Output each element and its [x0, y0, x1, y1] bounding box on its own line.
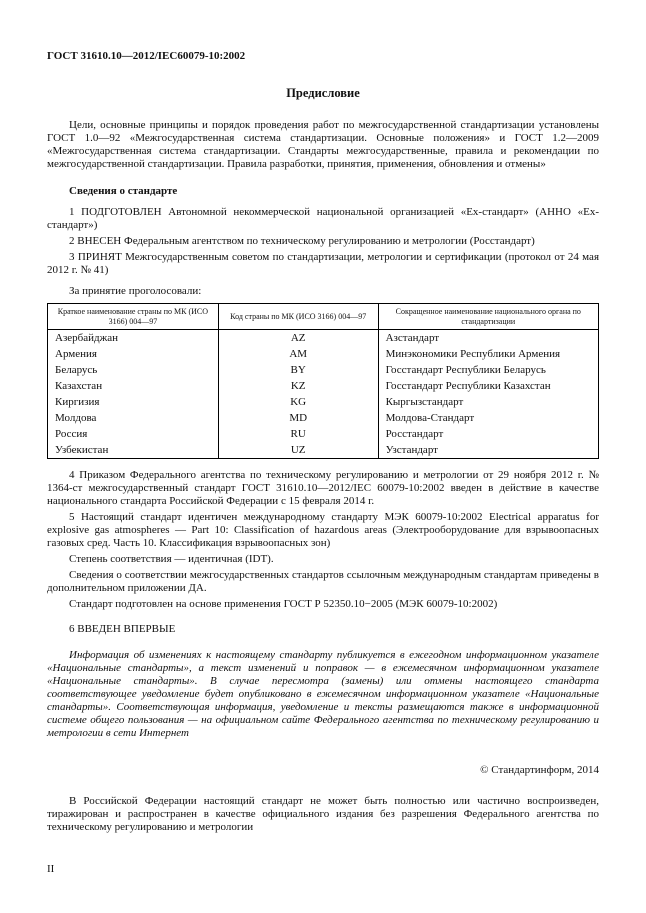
cell-code: RU	[218, 426, 378, 442]
table-row	[48, 426, 599, 442]
cell-country: Казахстан	[48, 378, 219, 394]
vote-table	[47, 303, 599, 459]
table-row	[48, 442, 599, 459]
cell-code: BY	[218, 362, 378, 378]
submitted-item: 2 ВНЕСЕН Федеральным агентством по техническому регулированию и метрологии (Росстандарт)	[69, 235, 535, 247]
cell-org: Росстандарт	[378, 426, 598, 442]
cell-country: Россия	[48, 426, 219, 442]
table-row	[48, 362, 599, 378]
table-header-code: Код страны по МК (ИСО 3166) 004—97	[218, 304, 378, 330]
cell-country: Армения	[48, 346, 219, 362]
cell-org: Молдова-Стандарт	[378, 410, 598, 426]
cell-country: Азербайджан	[48, 330, 219, 347]
cell-org: Узстандарт	[378, 442, 598, 459]
table-header-country: Краткое наименование страны по МК (ИСО 3166) 004—97	[48, 304, 219, 330]
table-row	[48, 410, 599, 426]
basis-note: Стандарт подготовлен на основе применения ГОСТ Р 52350.10−2005 (МЭК 60079-10:2002)	[69, 598, 498, 610]
adopted-item: 3 ПРИНЯТ Межгосударственным советом по стандартизации, метрологии и сертификации (протокол от 24 мая 2012 г. № 41)	[47, 251, 599, 276]
vote-label: За принятие проголосовали:	[69, 285, 202, 297]
references-note: Сведения о соответствии межгосударственных стандартов ссылочным международным стандартам приведены в дополнительном приложении ДА.	[47, 569, 599, 594]
cell-org: Минэкономики Республики Армения	[378, 346, 598, 362]
conformity-note: Степень соответствия — идентичная (IDT).	[69, 553, 274, 565]
doc-number: ГОСТ 31610.10—2012/IEC60079-10:2002	[47, 50, 246, 62]
cell-code: AZ	[218, 330, 378, 347]
cell-country: Беларусь	[48, 362, 219, 378]
cell-country: Узбекистан	[48, 442, 219, 459]
cell-code: AM	[218, 346, 378, 362]
table-row	[48, 394, 599, 410]
reproduction-notice: В Российской Федерации настоящий стандарт не может быть полностью или частично воспроизведен, тиражирован и распространен в качестве официального издания без разрешения Федерального агентства по техническому регулированию и метрологии	[47, 795, 599, 833]
page-title: Предисловие	[286, 86, 360, 100]
cell-org: Госстандарт Республики Казахстан	[378, 378, 598, 394]
cell-country: Киргизия	[48, 394, 219, 410]
table-row	[48, 378, 599, 394]
table-row	[48, 346, 599, 362]
order-item: 4 Приказом Федерального агентства по техническому регулированию и метрологии от 29 ноября 2012 г. № 1364-ст межгосударственный стандарт ГОСТ 31610.10—2012/IEC 60079-10:2002 введен в действие в качестве национального стандарта Российской Федерации с 15 февраля 2014 г.	[47, 469, 599, 507]
vote-table-header	[48, 304, 599, 330]
cell-org: Кыргызстандарт	[378, 394, 598, 410]
cell-country: Молдова	[48, 410, 219, 426]
intro-paragraph: Цели, основные принципы и порядок проведения работ по межгосударственной стандартизации установлены ГОСТ 1.0—92 «Межгосударственная система стандартизации. Основные положения» и ГОСТ 1.2—2009 «Межгосударственная система стандартизации. Стандарты межгосударственные, правила и рекомендации по межгосударственной стандартизации. Правила разработки, принятия, применения, обновления и отмены»	[47, 119, 599, 170]
cell-code: KG	[218, 394, 378, 410]
cell-org: Азстандарт	[378, 330, 598, 347]
table-row	[48, 330, 599, 347]
standard-info-heading: Сведения о стандарте	[69, 185, 178, 197]
cell-code: MD	[218, 410, 378, 426]
introduced-item: 6 ВВЕДЕН ВПЕРВЫЕ	[69, 623, 176, 635]
page-number: II	[47, 863, 55, 875]
table-header-org: Сокращенное наименование национального органа по стандартизации	[378, 304, 598, 330]
copyright-notice: © Стандартинформ, 2014	[480, 764, 599, 776]
cell-code: UZ	[218, 442, 378, 459]
prepared-item: 1 ПОДГОТОВЛЕН Автономной некоммерческой национальной организацией «Ex-стандарт» (АННО «Ех-стандарт»)	[47, 206, 599, 231]
cell-org: Госстандарт Республики Беларусь	[378, 362, 598, 378]
cell-code: KZ	[218, 378, 378, 394]
changes-notice: Информация об изменениях к настоящему стандарту публикуется в ежегодном информационном указателе «Национальные стандарты», а текст изменений и поправок — в ежемесячном информационном указателе «Национальные стандарты». В случае пересмотра (замены) или отмены настоящего стандарта соответствующее уведомление будет опубликовано в ежемесячном информационном указателе «Национальные стандарты». Соответствующая информация, уведомление и тексты размещаются также в информационной системе общего пользования — на официальном сайте Федерального агентства по техническому регулированию и метрологии в сети Интернет	[47, 649, 599, 739]
identity-item: 5 Настоящий стандарт идентичен международному стандарту МЭК 60079-10:2002 Electrical apparatus for explosive gas atmospheres — Part 10: Classification of hazardous areas (Электрооборудование для взрывоопасных газовых сред. Часть 10. Классификация взрывоопасных зон)	[47, 511, 599, 549]
